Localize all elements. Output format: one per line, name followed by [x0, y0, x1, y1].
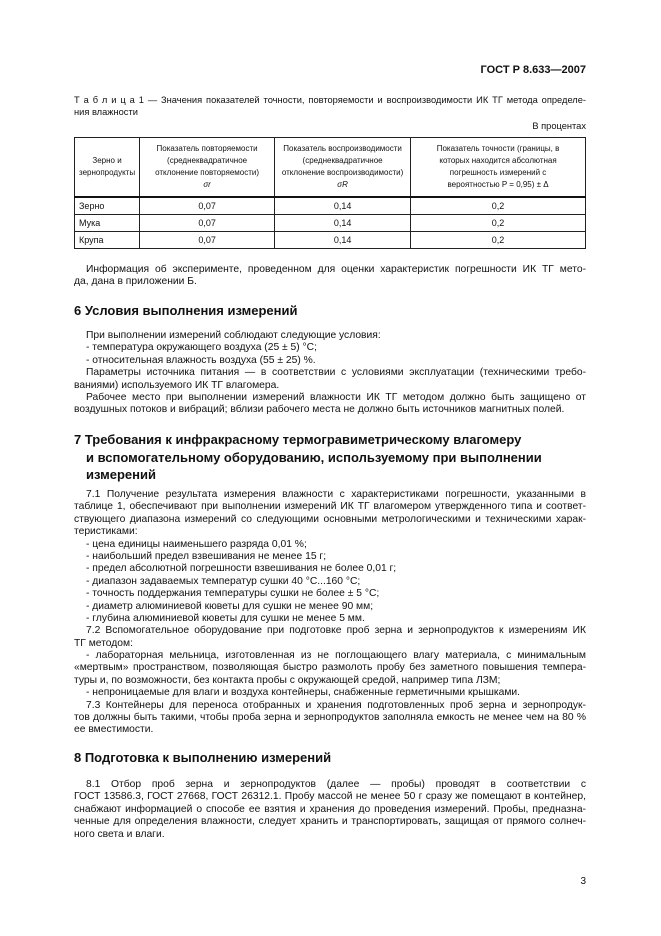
text-line: ченные для определения влажности, следует хранить и транспортировать, защищая от прямого солнеч- [74, 816, 586, 828]
section-8-heading: 8 Подготовка к выполнению измерений [74, 750, 332, 765]
info-paragraph [74, 264, 586, 289]
text-line: 7.1 Получение результата измерения влажности с характеристиками погрешности, указанными в [86, 489, 586, 500]
text-line: снабжают информацией о способе ее взятия и хранения до проведения измерений. Пробы, предназна- [74, 803, 586, 815]
text-line: ТГ методом: [74, 637, 133, 649]
text-line: - лабораторная мельница, изготовленная из не поглощающего влагу материала, с минимальным [86, 650, 586, 662]
cell-product: Зерно [75, 197, 140, 215]
col-header-reproducibility: Показатель воспроизводимости (среднеквадратичное отклонение воспроизводимости) σR [275, 138, 411, 198]
text-line: «мертвым» пространством, позволяющая быстро размолоть пробу без заметного повышения темпера- [74, 662, 586, 674]
cell-reproducibility: 0,14 [275, 215, 411, 232]
cell-reproducibility: 0,14 [275, 232, 411, 249]
table-row [75, 232, 586, 249]
section-7-body [74, 489, 586, 737]
col-header-product: Зерно и зернопродукты [75, 138, 140, 198]
caption-line: ния влажности [74, 107, 138, 117]
text-line: Рабочее место при выполнении измерений влажности ИК ТГ методом должно быть защищено от [86, 391, 586, 403]
text-line: 7.3 Контейнеры для переноса отобранных и хранения подготовленных проб зерна и зернопродук- [86, 699, 586, 711]
table-units: В процентах [532, 121, 586, 131]
heading-line: и вспомогательному оборудованию, используемому при выполнении [86, 449, 542, 465]
cell-product: Крупа [75, 232, 140, 249]
table-header-row [75, 138, 586, 198]
cell-repeatability: 0,07 [140, 197, 275, 215]
cell-reproducibility: 0,14 [275, 197, 411, 215]
text-line: - относительная влажность воздуха (55 ± 25) %. [86, 354, 316, 366]
text-line: ваниями) используемого ИК ТГ влагомера. [74, 379, 280, 391]
text-line: - наибольший предел взвешивания не менее 15 г; [86, 550, 327, 562]
text-line: - точность поддержания температуры сушки не более ± 5 °С; [86, 588, 380, 600]
text-line: - глубина алюминиевой кюветы для сушки не менее 5 мм. [86, 612, 365, 624]
table-row [75, 197, 586, 215]
cell-accuracy: 0,2 [411, 215, 586, 232]
text-line: Параметры источника питания — в соответствии с условиями эксплуатации (техническими требо- [86, 367, 586, 379]
section-6-body [74, 330, 586, 417]
text-line: - диаметр алюминиевой кюветы для сушки не менее 90 мм; [86, 600, 374, 612]
text-line: ного света и влаги. [74, 828, 165, 840]
text-line: да, дана в приложении Б. [74, 276, 197, 288]
heading-line: 7 Требования к инфракрасному термогравиметрическому влагомеру [74, 432, 522, 447]
accuracy-table [74, 137, 586, 249]
text-line: - предел абсолютной погрешности взвешивания не более 0,01 г; [86, 563, 397, 575]
table-row [75, 215, 586, 232]
text-line: таблице 1, обеспечивают при выполнении измерений ИК ТГ влагомером утвержденного типа и соответ- [74, 501, 586, 513]
text-line: - диапазон задаваемых температур сушки 40 °С...160 °С; [86, 575, 361, 587]
document-header: ГОСТ Р 8.633—2007 [480, 64, 586, 76]
text-line: воздушных потоков и вибраций; вблизи рабочего места не должно быть источников магнитных полей. [74, 404, 565, 416]
text-line: При выполнении измерений соблюдают следующие условия: [86, 330, 381, 341]
cell-repeatability: 0,07 [140, 232, 275, 249]
text-line: ствующего диапазона измерений со следующими основными метрологическими и техническими харак- [74, 513, 586, 525]
section-8-body [74, 779, 586, 841]
col-header-accuracy: Показатель точности (границы, в которых находится абсолютная погрешность измерений с вероятностью P = 0,95) ± Δ [411, 138, 586, 198]
table-caption [74, 94, 586, 118]
page-number: 3 [580, 876, 586, 887]
text-line: туры и, по возможности, без контакта пробы с окружающей средой, например типа ЛЗМ; [74, 674, 501, 686]
caption-line: Т а б л и ц а 1 — Значения показателей точности, повторяемости и воспроизводимости ИК ТГ метода определе- [74, 95, 586, 105]
cell-repeatability: 0,07 [140, 215, 275, 232]
text-line: ее вместимости. [74, 724, 154, 736]
cell-accuracy: 0,2 [411, 232, 586, 249]
heading-line: измерений [86, 467, 156, 482]
text-line: тов должны быть такими, чтобы проба зерна и зернопродуктов заполняла емкость не менее чем на 80 % [74, 712, 586, 724]
section-7-heading [74, 431, 586, 484]
cell-accuracy: 0,2 [411, 197, 586, 215]
text-line: 8.1 Отбор проб зерна и зернопродуктов (далее — пробы) проводят в соответствии с [86, 779, 586, 790]
section-6-heading: 6 Условия выполнения измерений [74, 303, 298, 318]
text-line: Информация об эксперименте, проведенном для оценки характеристик погрешности ИК ТГ мето- [86, 264, 586, 275]
text-line: - температура окружающего воздуха (25 ± 5) °С; [86, 342, 317, 354]
cell-product: Мука [75, 215, 140, 232]
col-header-repeatability: Показатель повторяемости (среднеквадратичное отклонение повторяемости) σr [140, 138, 275, 198]
text-line: теристиками: [74, 526, 138, 538]
text-line: ГОСТ 13586.3, ГОСТ 27668, ГОСТ 26312.1. Пробу массой не менее 50 г сразу же помещают в контейнер, [74, 791, 586, 803]
text-line: 7.2 Вспомогательное оборудование при подготовке проб зерна и зернопродуктов к измерениям ИК [86, 625, 586, 637]
text-line: - непроницаемые для влаги и воздуха контейнеры, снабженные герметичными крышками. [86, 687, 521, 699]
text-line: - цена единицы наименьшего разряда 0,01 %; [86, 538, 307, 550]
